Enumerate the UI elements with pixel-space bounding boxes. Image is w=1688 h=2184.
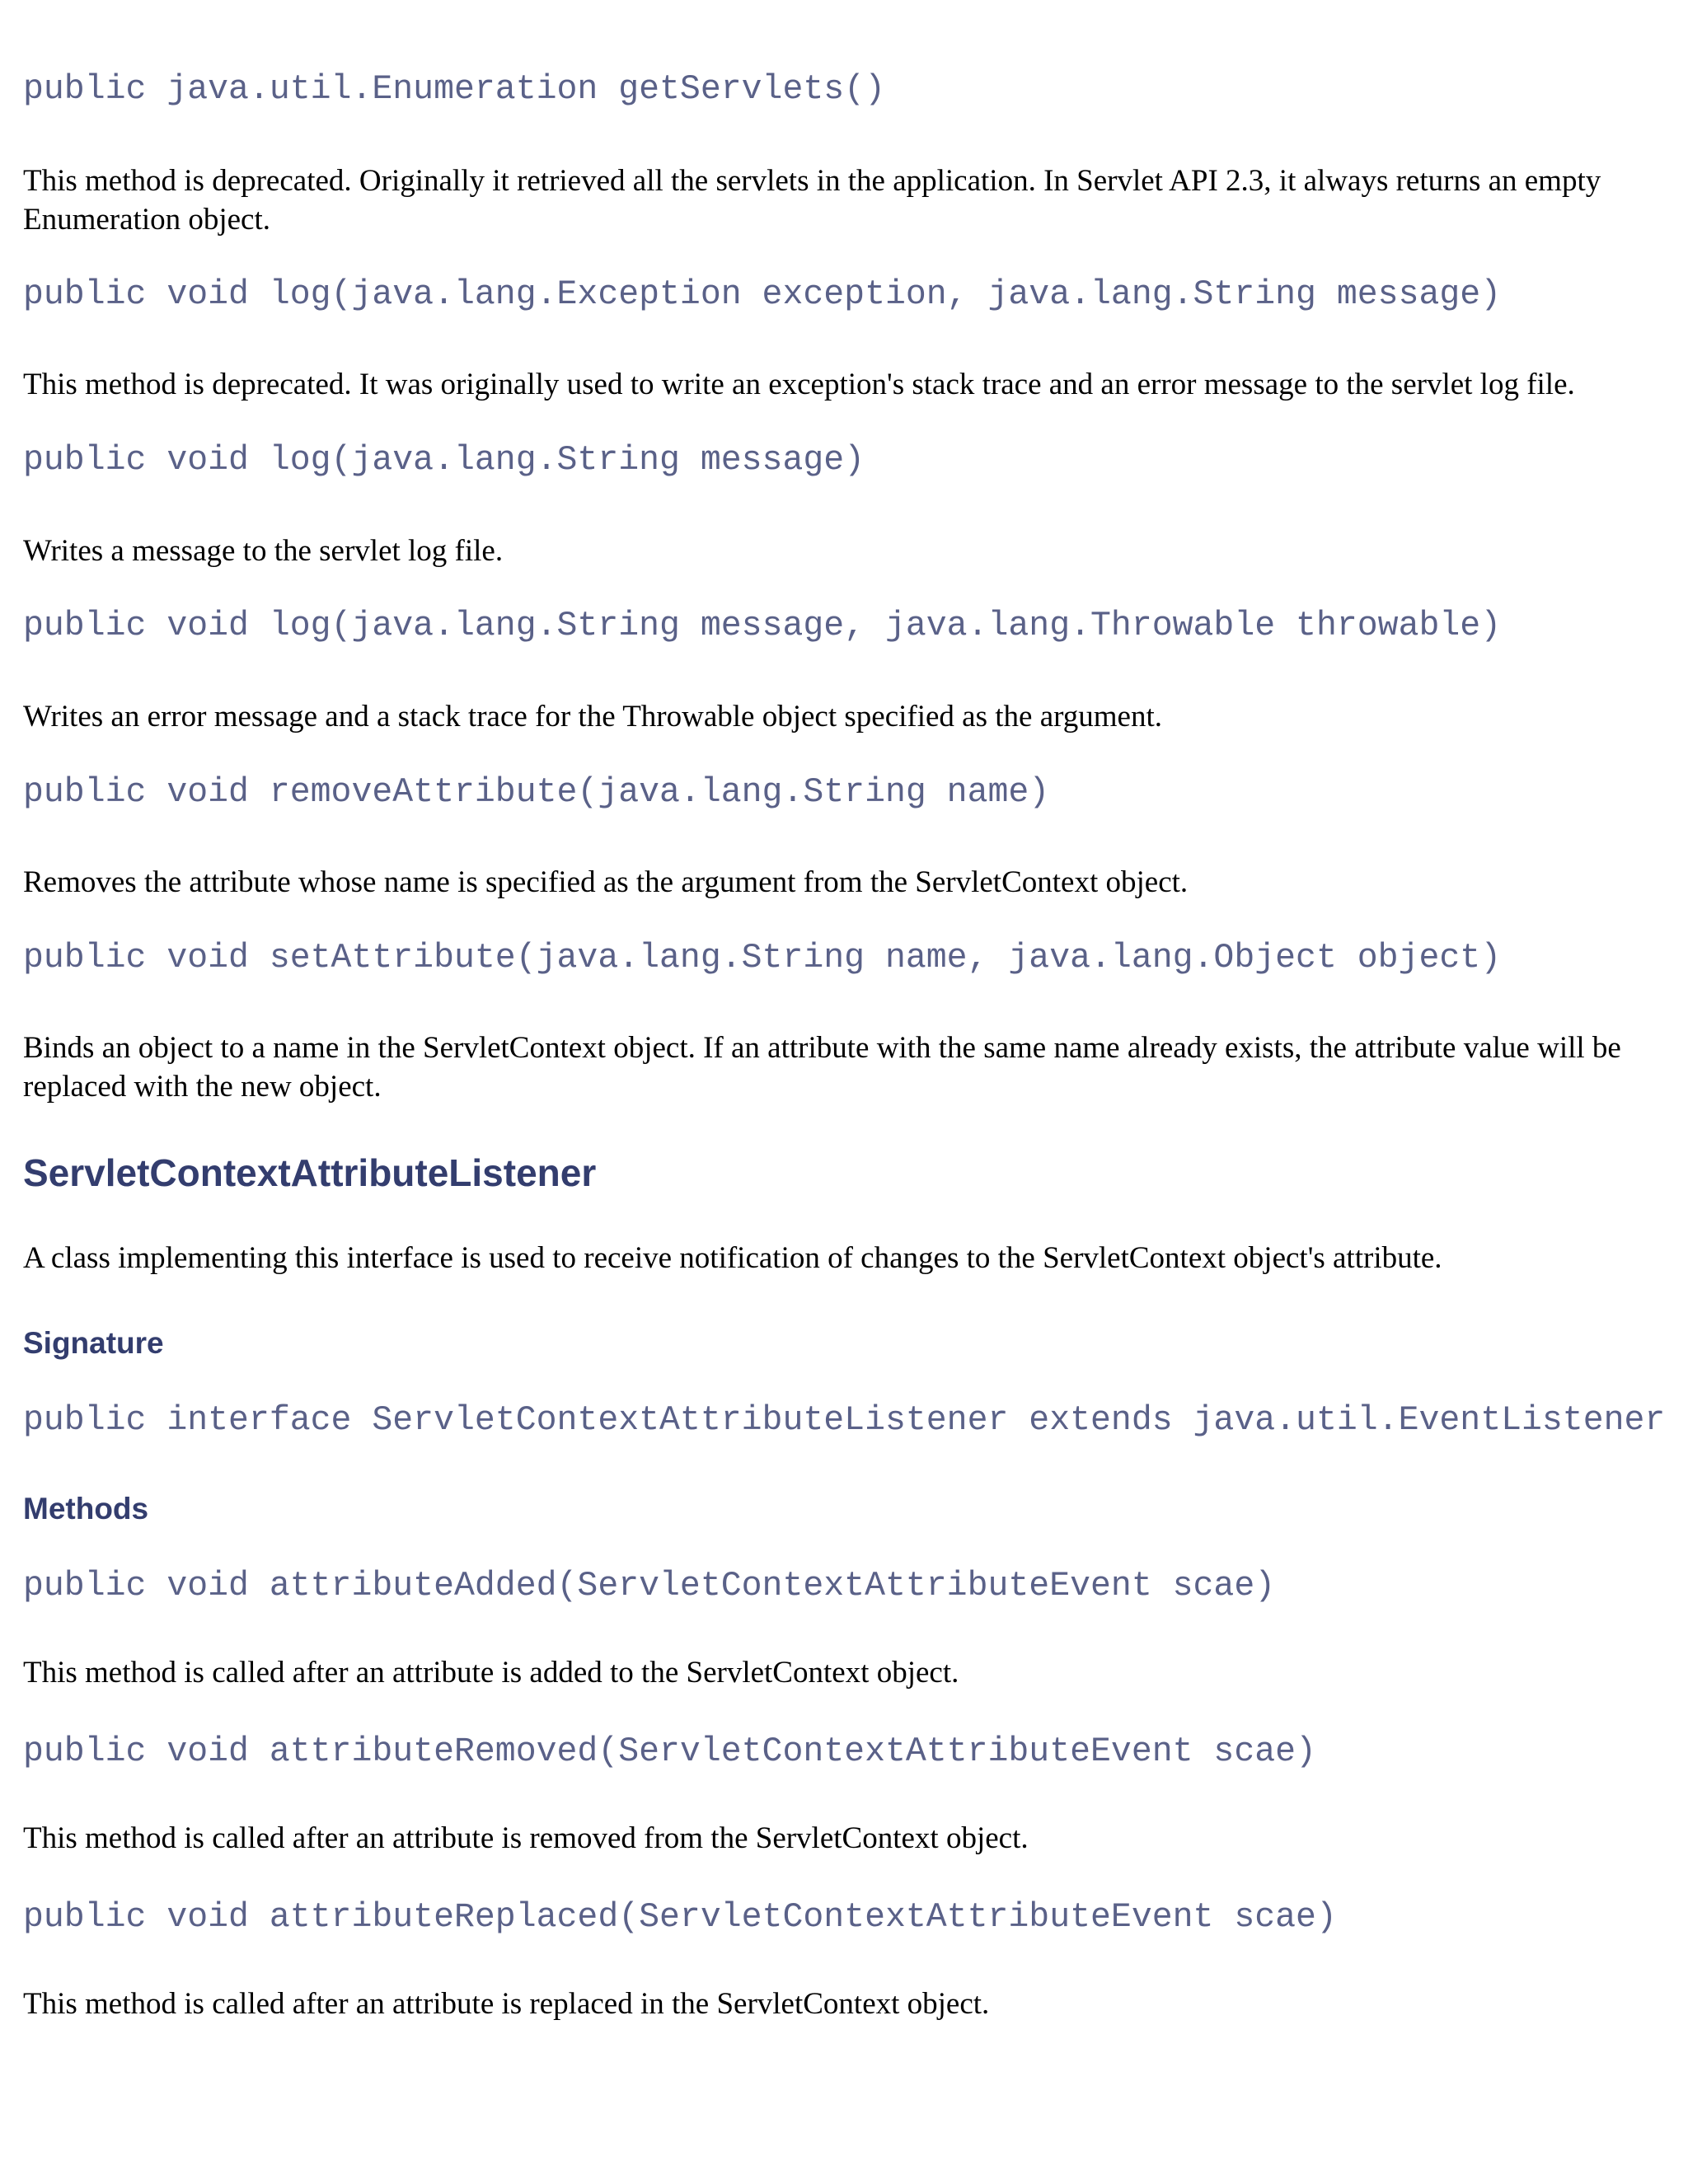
method-signature-setattribute: public void setAttribute(java.lang.String name, java.lang.Object object): [23, 939, 1502, 977]
method-signature-attributeadded: public void attributeAdded(ServletContextAttributeEvent scae): [23, 1567, 1276, 1605]
method-description-log-throwable: Writes an error message and a stack trace for the Throwable object specified as the argument.: [23, 700, 1163, 733]
method-signature-attributereplaced: public void attributeReplaced(ServletContextAttributeEvent scae): [23, 1898, 1337, 1937]
section-intro: A class implementing this interface is used to receive notification of changes to the ServletContext object's attribute.: [23, 1241, 1442, 1275]
method-description-attributereplaced: This method is called after an attribute is replaced in the ServletContext object.: [23, 1987, 990, 2021]
signature-heading: Signature: [23, 1326, 164, 1360]
method-signature-log-throwable: public void log(java.lang.String message, java.lang.Throwable throwable): [23, 607, 1502, 645]
section-title: ServletContextAttributeListener: [23, 1151, 597, 1194]
method-signature-log-message: public void log(java.lang.String message): [23, 441, 865, 480]
interface-signature: public interface ServletContextAttributeListener extends java.util.EventListener: [23, 1401, 1666, 1440]
method-description-attributeadded: This method is called after an attribute is added to the ServletContext object.: [23, 1656, 959, 1690]
method-description-removeattribute: Removes the attribute whose name is specified as the argument from the ServletContext object.: [23, 865, 1189, 899]
methods-heading: Methods: [23, 1492, 149, 1526]
method-description-attributeremoved: This method is called after an attribute is removed from the ServletContext object.: [23, 1821, 1029, 1855]
method-description-setattribute: Binds an object to a name in the ServletContext object. If an attribute with the same name already exists, the attribute value will be replaced with the new object.: [23, 1031, 1621, 1104]
method-description-getservlets: This method is deprecated. Originally it retrieved all the servlets in the application. In Servlet API 2.3, it always returns an empty Enumeration object.: [23, 164, 1601, 237]
method-signature-getservlets: public java.util.Enumeration getServlets(): [23, 70, 885, 109]
method-description-log-message: Writes a message to the servlet log file.: [23, 534, 504, 568]
method-signature-removeattribute: public void removeAttribute(java.lang.String name): [23, 773, 1050, 812]
method-signature-attributeremoved: public void attributeRemoved(ServletContextAttributeEvent scae): [23, 1732, 1316, 1771]
method-signature-log-exception: public void log(java.lang.Exception exception, java.lang.String message): [23, 275, 1502, 314]
method-description-log-exception: This method is deprecated. It was originally used to write an exception's stack trace and an error message to the servlet log file.: [23, 368, 1575, 401]
